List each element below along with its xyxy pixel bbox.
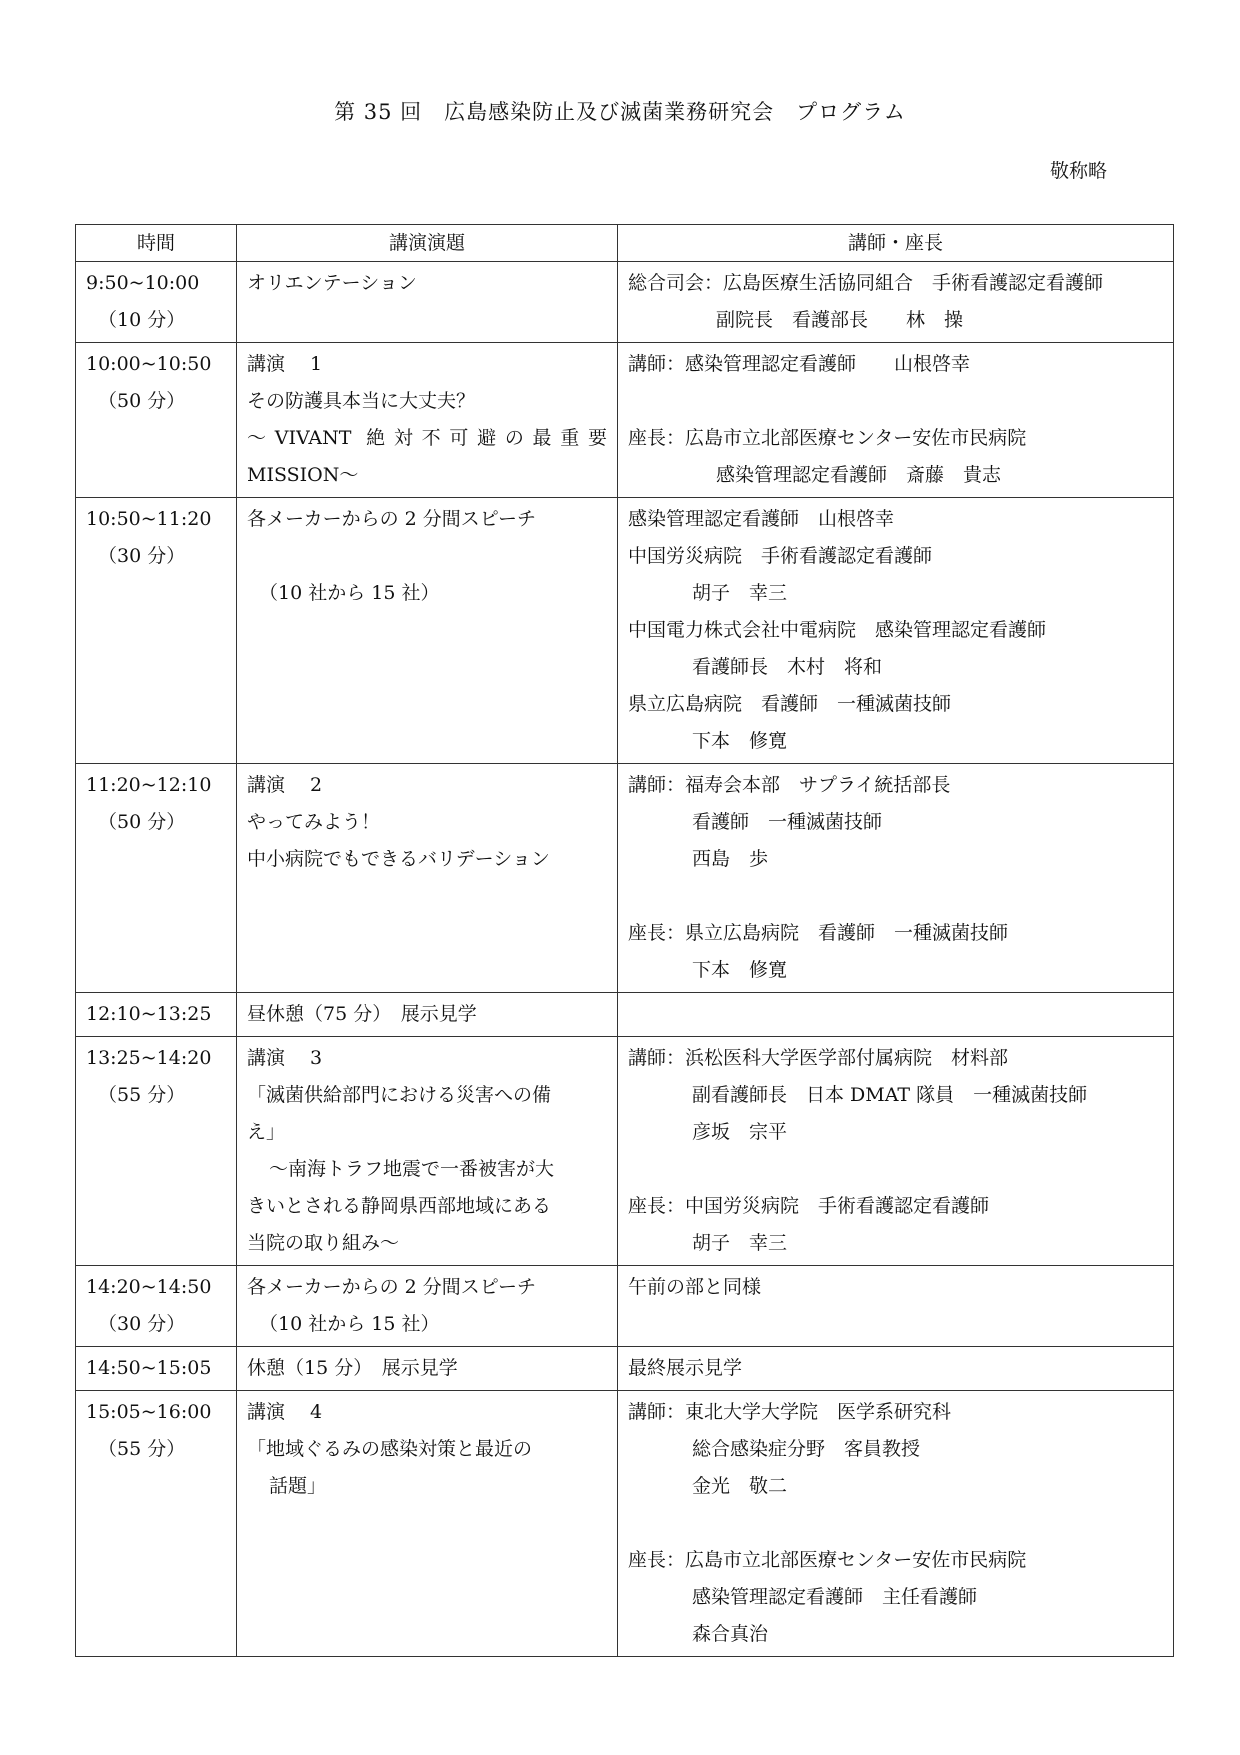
table-row bbox=[76, 1391, 1174, 1657]
table-row bbox=[76, 1347, 1174, 1391]
title-line: 話題」 bbox=[269, 1475, 327, 1497]
speaker-line: 総合司会：広島医療生活協同組合 手術看護認定看護師 bbox=[628, 272, 1104, 294]
speaker-line bbox=[628, 996, 1163, 1033]
title-line: やってみよう！ bbox=[247, 811, 381, 833]
title-line: きいとされる静岡県西部地域にある bbox=[247, 1195, 552, 1217]
title-line: （10 社から 15 社） bbox=[259, 582, 440, 604]
speaker-cell bbox=[618, 498, 1174, 764]
title-line: 休憩（15 分） 展示見学 bbox=[247, 1357, 458, 1379]
speaker-line: 座長：県立広島病院 看護師 一種滅菌技師 bbox=[628, 922, 1009, 944]
speaker-line: 県立広島病院 看護師 一種滅菌技師 bbox=[628, 693, 952, 715]
speaker-cell bbox=[618, 764, 1174, 993]
speaker-line: 中国電力株式会社中電病院 感染管理認定看護師 bbox=[628, 619, 1047, 641]
title-line: 講演 2 bbox=[247, 774, 323, 796]
speaker-line: 胡子 幸三 bbox=[692, 1232, 788, 1254]
speaker-line bbox=[628, 383, 1163, 420]
duration: （50 分） bbox=[98, 390, 186, 412]
speaker-line bbox=[628, 1505, 1163, 1542]
table-row bbox=[76, 1037, 1174, 1266]
honorific-note: 敬称略 bbox=[1050, 160, 1108, 182]
time-cell bbox=[76, 343, 237, 498]
duration: （30 分） bbox=[98, 545, 186, 567]
table-row bbox=[76, 1266, 1174, 1347]
title-line: 当院の取り組み～ bbox=[247, 1232, 400, 1254]
page-title: 第 35 回 広島感染防止及び滅菌業務研究会 プログラム bbox=[334, 100, 906, 124]
table-row bbox=[76, 993, 1174, 1037]
speaker-line: 講師：福寿会本部 サプライ統括部長 bbox=[628, 774, 951, 796]
speaker-line bbox=[628, 1151, 1163, 1188]
time-range: 14:20~14:50 bbox=[86, 1276, 212, 1298]
title-line: その防護具本当に大丈夫？ bbox=[247, 390, 476, 412]
speaker-line: 感染管理認定看護師 山根啓幸 bbox=[628, 508, 895, 530]
speaker-cell bbox=[618, 1037, 1174, 1266]
speaker-line: 彦坂 宗平 bbox=[692, 1121, 788, 1143]
time-cell bbox=[76, 1266, 237, 1347]
speaker-line: 森合真治 bbox=[692, 1623, 769, 1645]
speaker-line: 副看護師長 日本 DMAT 隊員 一種滅菌技師 bbox=[692, 1084, 1088, 1106]
title-cell bbox=[237, 764, 618, 993]
title-line: 「滅菌供給部門における災害への備 bbox=[247, 1084, 552, 1106]
time-cell bbox=[76, 1391, 237, 1657]
speaker-line: 看護師 一種滅菌技師 bbox=[692, 811, 883, 833]
table-header-row bbox=[76, 225, 1174, 262]
speaker-line: 講師：感染管理認定看護師 山根啓幸 bbox=[628, 353, 971, 375]
title-line: 昼休憩（75 分） 展示見学 bbox=[247, 1003, 477, 1025]
time-range: 10:00~10:50 bbox=[86, 353, 212, 375]
title-line: 講演 4 bbox=[247, 1401, 323, 1423]
duration: （10 分） bbox=[98, 309, 186, 331]
speaker-line: 西島 歩 bbox=[692, 848, 769, 870]
speaker-line: 講師：東北大学大学院 医学系研究科 bbox=[628, 1401, 952, 1423]
time-cell bbox=[76, 1347, 237, 1391]
title-cell bbox=[237, 1037, 618, 1266]
speaker-line: 感染管理認定看護師 主任看護師 bbox=[692, 1586, 978, 1608]
title-line: 「地域ぐるみの感染対策と最近の bbox=[247, 1438, 533, 1460]
time-cell bbox=[76, 993, 237, 1037]
title-line: ～VIVANT 絶対不可避の最重要 bbox=[247, 427, 607, 449]
column-header-title: 講演演題 bbox=[237, 225, 618, 262]
time-cell bbox=[76, 498, 237, 764]
speaker-line: 副院長 看護部長 林 操 bbox=[716, 309, 964, 331]
speaker-cell bbox=[618, 1266, 1174, 1347]
speaker-line: 最終展示見学 bbox=[628, 1357, 743, 1379]
table-row bbox=[76, 262, 1174, 343]
title-line: 中小病院でもできるバリデーション bbox=[247, 848, 550, 870]
table-row bbox=[76, 764, 1174, 993]
speaker-line: 下本 修寛 bbox=[692, 959, 788, 981]
speaker-line: 座長：中国労災病院 手術看護認定看護師 bbox=[628, 1195, 990, 1217]
title-cell bbox=[237, 1347, 618, 1391]
time-range: 10:50~11:20 bbox=[86, 508, 212, 530]
speaker-cell bbox=[618, 343, 1174, 498]
time-cell bbox=[76, 764, 237, 993]
time-range: 11:20~12:10 bbox=[86, 774, 212, 796]
title-cell bbox=[237, 262, 618, 343]
column-header-speaker: 講師・座長 bbox=[618, 225, 1174, 262]
speaker-line bbox=[628, 878, 1163, 915]
duration: （50 分） bbox=[98, 811, 186, 833]
time-range: 9:50~10:00 bbox=[86, 272, 200, 294]
speaker-cell bbox=[618, 1391, 1174, 1657]
duration: （55 分） bbox=[98, 1438, 186, 1460]
table-row bbox=[76, 498, 1174, 764]
time-cell bbox=[76, 1037, 237, 1266]
speaker-line: 感染管理認定看護師 斎藤 貴志 bbox=[716, 464, 1002, 486]
speaker-line: 総合感染症分野 客員教授 bbox=[692, 1438, 921, 1460]
speaker-line: 中国労災病院 手術看護認定看護師 bbox=[628, 545, 933, 567]
time-range: 12:10~13:25 bbox=[86, 1003, 212, 1025]
speaker-line: 看護師長 木村 将和 bbox=[692, 656, 883, 678]
speaker-line: 座長：広島市立北部医療センター安佐市民病院 bbox=[628, 1549, 1027, 1571]
title-line: ～南海トラフ地震で一番被害が大 bbox=[269, 1158, 555, 1180]
speaker-line: 講師：浜松医科大学医学部付属病院 材料部 bbox=[628, 1047, 1009, 1069]
speaker-line: 座長：広島市立北部医療センター安佐市民病院 bbox=[628, 427, 1027, 449]
title-cell bbox=[237, 498, 618, 764]
title-line: オリエンテーション bbox=[247, 272, 417, 294]
speaker-line: 午前の部と同様 bbox=[628, 1276, 762, 1298]
table-row bbox=[76, 343, 1174, 498]
speaker-line: 金光 敬二 bbox=[692, 1475, 788, 1497]
title-cell bbox=[237, 1266, 618, 1347]
speaker-cell bbox=[618, 993, 1174, 1037]
duration: （30 分） bbox=[98, 1313, 186, 1335]
title-line: え」 bbox=[247, 1121, 286, 1143]
title-line: 講演 3 bbox=[247, 1047, 323, 1069]
speaker-cell bbox=[618, 1347, 1174, 1391]
time-range: 13:25~14:20 bbox=[86, 1047, 212, 1069]
title-cell bbox=[237, 1391, 618, 1657]
speaker-line: 胡子 幸三 bbox=[692, 582, 788, 604]
time-range: 14:50~15:05 bbox=[86, 1357, 212, 1379]
duration: （55 分） bbox=[98, 1084, 186, 1106]
time-cell bbox=[76, 262, 237, 343]
title-line: 各メーカーからの 2 分間スピーチ bbox=[247, 508, 537, 530]
title-line: 講演 1 bbox=[247, 353, 323, 375]
speaker-cell bbox=[618, 262, 1174, 343]
title-line: 各メーカーからの 2 分間スピーチ bbox=[247, 1276, 537, 1298]
title-cell bbox=[237, 343, 618, 498]
time-range: 15:05~16:00 bbox=[86, 1401, 212, 1423]
column-header-time: 時間 bbox=[76, 225, 237, 262]
title-cell bbox=[237, 993, 618, 1037]
title-line: （10 社から 15 社） bbox=[259, 1313, 440, 1335]
title-line: MISSION～ bbox=[247, 464, 359, 486]
speaker-line: 下本 修寛 bbox=[692, 730, 788, 752]
program-table bbox=[75, 224, 1174, 1657]
title-line bbox=[247, 538, 607, 575]
